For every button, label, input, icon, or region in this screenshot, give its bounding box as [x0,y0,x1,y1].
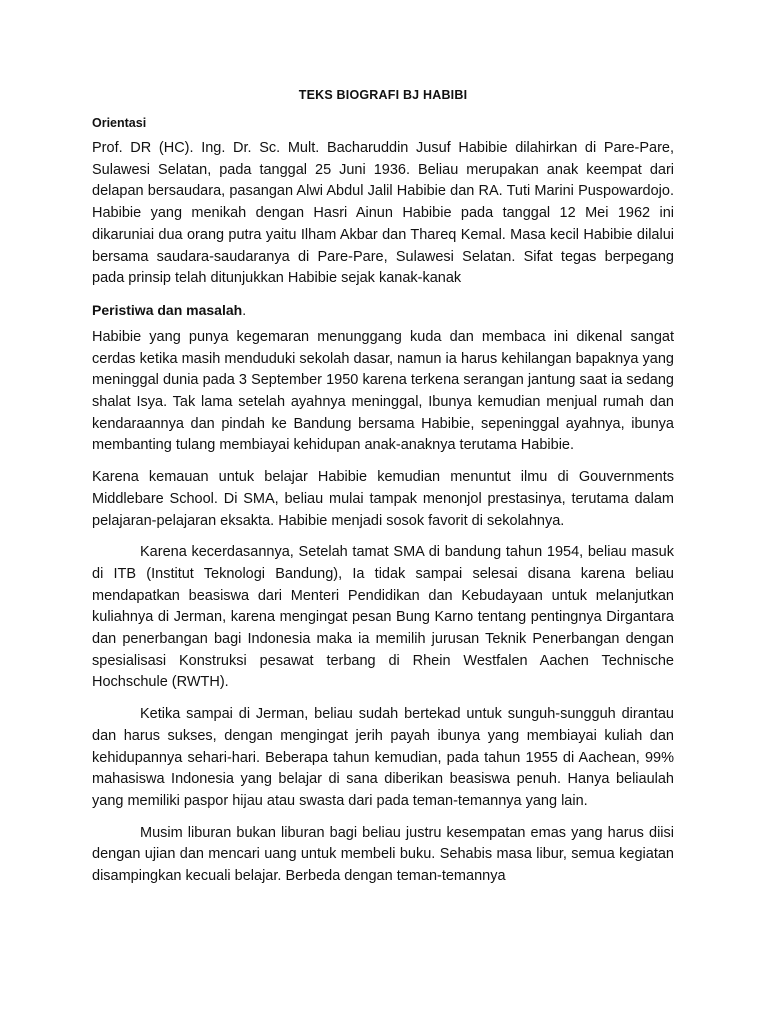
body-paragraph-2: Karena kemauan untuk belajar Habibie kemudian menuntut ilmu di Gouvernments Middlebare School. Di SMA, beliau mulai tampak menonjol prestasinya, terutama dalam pelajaran-pelajaran eksakta. Habibie menjadi sosok favorit di sekolahnya. [92,469,674,529]
events-heading [92,302,674,318]
body-paragraph-5: Musim liburan bukan liburan bagi beliau justru kesempatan emas yang harus diisi dengan ujian dan mencari uang untuk membeli buku. Sehabis masa libur, semua kegiatan disampingkan kecuali belajar. Berbeda dengan teman-temannya [92,824,674,885]
body-paragraph-3: Karena kecerdasannya, Setelah tamat SMA di bandung tahun 1954, beliau masuk di ITB (Institut Teknologi Bandung), Ia tidak sampai selesai disana karena beliau mendapatkan beasiswa dari Menteri Pendidikan dan Kebudayaan untuk melanjutkan kuliahnya di Jerman, karena mengingat pesan Bung Karno tentang pentingnya Dirgantara dan penerbangan bagi Indonesia maka ia memilih jurusan Teknik Penerbangan dengan spesialisasi Konstruksi pesawat terbang di Rhein Westfalen Aachen Technische Hochschule (RWTH). [92,544,674,691]
orientation-label: Orientasi [92,116,147,130]
document-title: TEKS BIOGRAFI BJ HABIBI [298,88,468,102]
body-paragraph-4: Ketika sampai di Jerman, beliau sudah bertekad untuk sunguh-sungguh dirantau dan harus sukses, dengan mengingat jerih payah ibunya yang membiayai kuliah dan kehidupannya sehari-hari. Beberapa tahun kemudian, pada tahun 1955 di Aachean, 99% mahasiswa Indonesia yang belajar di sana diberikan beasiswa penuh. Hanya beliaulah yang memiliki paspor hijau atau swasta dari pada teman-temannya yang lain. [92,706,674,809]
body-paragraph-1: Habibie yang punya kegemaran menunggang kuda dan membaca ini dikenal sangat cerdas ketika masih menduduki sekolah dasar, namun ia harus kehilangan bapaknya yang meninggal dunia pada 3 September 1950 karena terkena serangan jantung saat ia sedang shalat Isya. Tak lama setelah ayahnya meninggal, Ibunya kemudian menjual rumah dan kendaraannya dan pindah ke Bandung bersama Habibie, sepeninggal ayahnya, ibunya membanting tulang membiayai kehidupan anak-anaknya terutama Habibie. [92,328,674,454]
events-heading-punct: . [242,301,247,318]
orientation-paragraph: Prof. DR (HC). Ing. Dr. Sc. Mult. Bacharuddin Jusuf Habibie dilahirkan di Pare-Pare, Sulawesi Selatan, pada tanggal 25 Juni 1936. Beliau merupakan anak keempat dari delapan bersaudara, pasangan Alwi Abdul Jalil Habibie dan RA. Tuti Marini Puspowardojo. Habibie yang menikah dengan Hasri Ainun Habibie pada tanggal 12 Mei 1962 ini dikaruniai dua orang putra yaitu Ilham Akbar dan Thareq Kemal. Masa kecil Habibie dilalui bersama saudara-saudaranya di Pare-Pare, Sulawesi Selatan. Sifat tegas berpegang pada prinsip telah ditunjukkan Habibie sejak kanak-kanak [92,140,674,287]
document-page [92,88,674,898]
events-heading-text: Peristiwa dan masalah [92,301,243,318]
